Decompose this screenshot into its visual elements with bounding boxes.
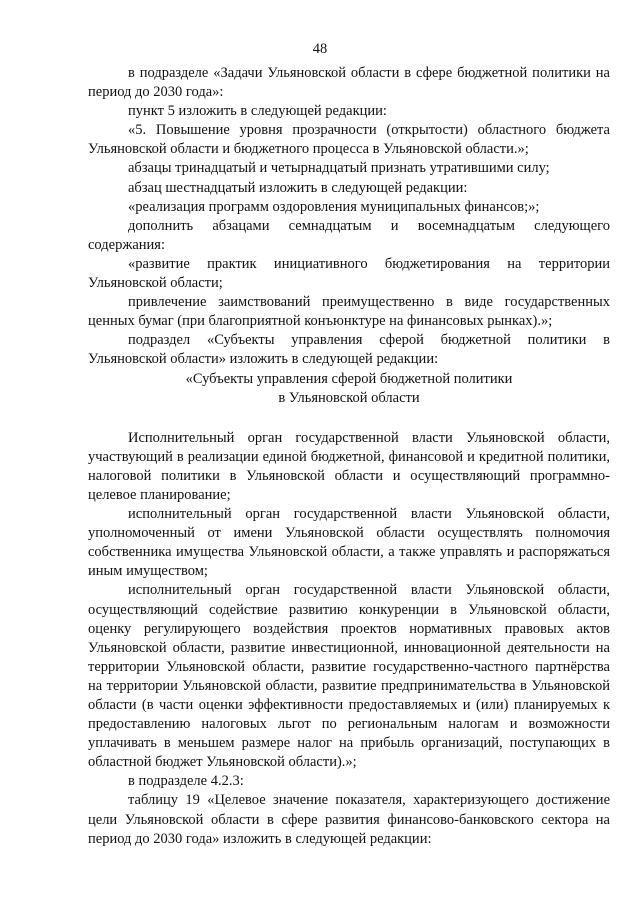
section-title-line: в Ульяновской области	[278, 389, 420, 406]
paragraph: пункт 5 изложить в следующей редакции:	[128, 103, 387, 120]
section-title	[88, 370, 610, 408]
paragraph: абзацы тринадцатый и четырнадцатый признать утратившими силу;	[128, 160, 550, 177]
paragraph: таблицу 19 «Целевое значение показателя, характеризующего достижение цели Ульяновской области в сфере развития финансово-банковского сектора на период до 2030 года» изложить в следующей редакции:	[88, 792, 610, 847]
paragraph: Исполнительный орган государственной власти Ульяновской области, участвующий в реализации единой бюджетной, финансовой и кредитной политики, налоговой политики в Ульяновской области и осуществляющий программно-целевое планирование;	[88, 429, 610, 503]
paragraph: в подразделе 4.2.3:	[128, 773, 244, 790]
paragraph: «реализация программ оздоровления муниципальных финансов;»;	[128, 198, 540, 215]
paragraph: «5. Повышение уровня прозрачности (открытости) областного бюджета Ульяновской области и бюджетного процесса в Ульяновской области.»;	[88, 122, 610, 158]
document-text	[88, 64, 610, 849]
paragraph: абзац шестнадцатый изложить в следующей редакции:	[128, 179, 468, 196]
spacer	[88, 408, 610, 429]
paragraph: в подразделе «Задачи Ульяновской области в сфере бюджетной политики на период до 2030 года»:	[88, 65, 610, 101]
paragraph: исполнительный орган государственной власти Ульяновской области, осуществляющий содействие развитию конкуренции в Ульяновской области, оценку регулирующего воздействия проектов нормативных правовых актов Ульяновской области, развитие инвестиционной, инновационной деятельности на территории Ульяновской области, развитие государственно-частного партнёрства на территории Ульяновской области, развитие предпринимательства в Ульяновской области (в части оценки эффективности предоставляемых и (или) планируемых к предоставлению налоговых льгот по региональным налогам и возможности уплачивать в меньшем размере налог на прибыль организаций, поступающих в областной бюджет Ульяновской области).»;	[88, 582, 610, 771]
page-number: 48	[312, 41, 328, 57]
paragraph: привлечение заимствований преимущественно в виде государственных ценных бумаг (при благоприятной конъюнктуре на финансовых рынках).»;	[88, 294, 610, 330]
paragraph: исполнительный орган государственной власти Ульяновской области, уполномоченный от имени Ульяновской области осуществлять полномочия собственника имущества Ульяновской области, а также управлять и распоряжаться иным имуществом;	[88, 506, 610, 580]
paragraph: подраздел «Субъекты управления сферой бюджетной политики в Ульяновской области» изложить в следующей редакции:	[88, 332, 610, 368]
paragraph: «развитие практик инициативного бюджетирования на территории Ульяновской области;	[88, 255, 610, 292]
paragraph: дополнить абзацами семнадцатым и восемнадцатым следующего содержания:	[88, 217, 610, 253]
section-title-line: «Субъекты управления сферой бюджетной политики	[185, 370, 513, 387]
